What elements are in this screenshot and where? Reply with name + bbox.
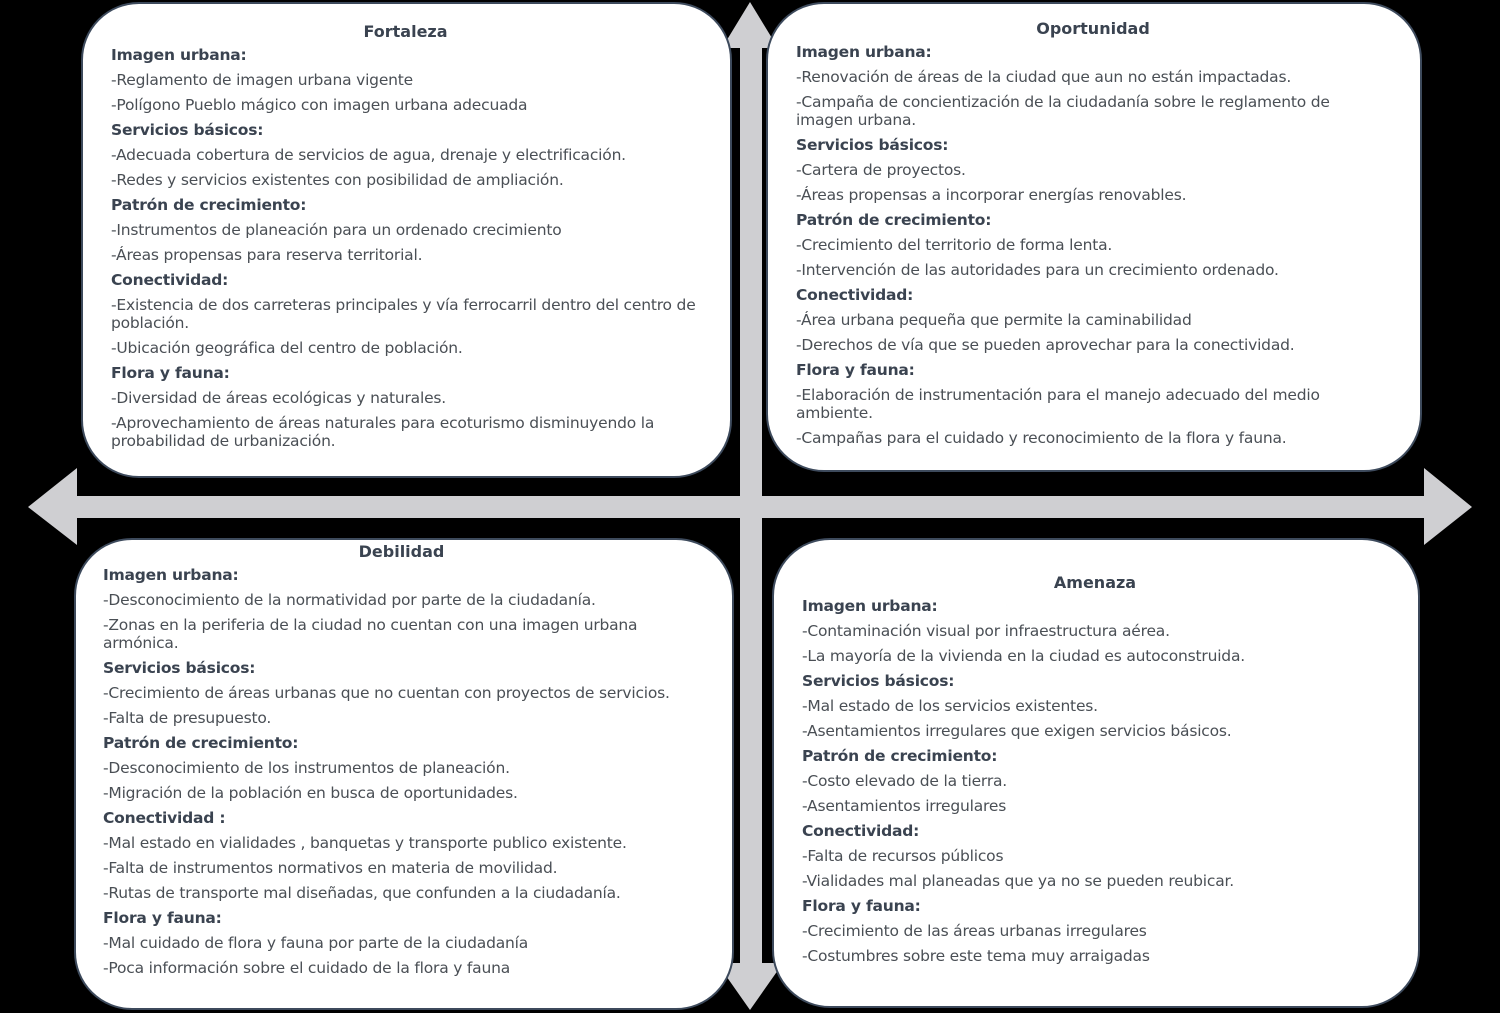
list-item: -Existencia de dos carreteras principales y vía ferrocarril dentro del centro de población. xyxy=(111,296,696,332)
list-item: -Áreas propensas a incorporar energías renovables. xyxy=(796,186,1187,204)
section-heading: Imagen urbana: xyxy=(111,46,247,64)
list-item: -Costo elevado de la tierra. xyxy=(802,772,1008,790)
section-heading: Imagen urbana: xyxy=(103,566,239,584)
section-heading: Servicios básicos: xyxy=(802,672,955,690)
list-item: -Desconocimiento de los instrumentos de planeación. xyxy=(103,759,510,777)
section-heading: Conectividad: xyxy=(111,271,229,289)
list-item: -Mal estado de los servicios existentes. xyxy=(802,697,1098,715)
list-item: -Falta de instrumentos normativos en materia de movilidad. xyxy=(103,859,558,877)
list-item: -Instrumentos de planeación para un ordenado crecimiento xyxy=(111,221,562,239)
list-item: -Contaminación visual por infraestructura aérea. xyxy=(802,622,1170,640)
section-heading: Conectividad: xyxy=(802,822,920,840)
quadrant-title: Debilidad xyxy=(358,542,445,561)
list-item: -Áreas propensas para reserva territorial. xyxy=(111,246,423,264)
section-heading: Flora y fauna: xyxy=(111,364,230,382)
section-heading: Patrón de crecimiento: xyxy=(802,747,998,765)
list-item: -Crecimiento del territorio de forma lenta. xyxy=(796,236,1113,254)
list-item: -Diversidad de áreas ecológicas y naturales. xyxy=(111,389,447,407)
list-item: -Crecimiento de áreas urbanas que no cuentan con proyectos de servicios. xyxy=(103,684,670,702)
quadrant-debilidad xyxy=(74,538,734,1010)
list-item: -Vialidades mal planeadas que ya no se pueden reubicar. xyxy=(802,872,1235,890)
list-item: -Derechos de vía que se pueden aprovechar para la conectividad. xyxy=(796,336,1295,354)
section-heading: Conectividad: xyxy=(796,286,914,304)
list-item: -Poca información sobre el cuidado de la flora y fauna xyxy=(103,959,511,977)
quadrant-fortaleza xyxy=(81,2,732,478)
list-item: -Cartera de proyectos. xyxy=(796,161,966,179)
list-item: -Falta de recursos públicos xyxy=(802,847,1004,865)
section-heading: Servicios básicos: xyxy=(111,121,264,139)
section-heading: Flora y fauna: xyxy=(796,361,915,379)
quadrant-amenaza xyxy=(772,538,1420,1008)
list-item: -Crecimiento de las áreas urbanas irregulares xyxy=(802,922,1147,940)
list-item: -Adecuada cobertura de servicios de agua, drenaje y electrificación. xyxy=(111,146,626,164)
list-item: -Campañas para el cuidado y reconocimiento de la flora y fauna. xyxy=(796,429,1287,447)
quadrant-title: Fortaleza xyxy=(363,22,448,41)
section-heading: Patrón de crecimiento: xyxy=(796,211,992,229)
section-heading: Patrón de crecimiento: xyxy=(103,734,299,752)
list-item: -Redes y servicios existentes con posibilidad de ampliación. xyxy=(111,171,564,189)
list-item: -Elaboración de instrumentación para el manejo adecuado del medio ambiente. xyxy=(796,386,1320,422)
list-item: -Campaña de concientización de la ciudadanía sobre le reglamento de imagen urbana. xyxy=(796,93,1330,129)
list-item: -Mal cuidado de flora y fauna por parte de la ciudadanía xyxy=(103,934,529,952)
list-item: -Desconocimiento de la normatividad por parte de la ciudadanía. xyxy=(103,591,596,609)
list-item: -Ubicación geográfica del centro de población. xyxy=(111,339,463,357)
list-item: -Renovación de áreas de la ciudad que aun no están impactadas. xyxy=(796,68,1292,86)
list-item: -Área urbana pequeña que permite la caminabilidad xyxy=(796,311,1192,329)
list-item: -Zonas en la periferia de la ciudad no cuentan con una imagen urbana armónica. xyxy=(103,616,638,652)
list-item: -La mayoría de la vivienda en la ciudad es autoconstruida. xyxy=(802,647,1245,665)
quadrant-oportunidad xyxy=(766,2,1422,472)
list-item: -Asentamientos irregulares que exigen servicios básicos. xyxy=(802,722,1232,740)
list-item: -Costumbres sobre este tema muy arraigadas xyxy=(802,947,1150,965)
list-item: -Polígono Pueblo mágico con imagen urbana adecuada xyxy=(111,96,528,114)
section-heading: Conectividad : xyxy=(103,809,226,827)
section-heading: Imagen urbana: xyxy=(802,597,938,615)
section-heading: Servicios básicos: xyxy=(796,136,949,154)
section-heading: Servicios básicos: xyxy=(103,659,256,677)
list-item: -Falta de presupuesto. xyxy=(103,709,272,727)
section-heading: Patrón de crecimiento: xyxy=(111,196,307,214)
list-item: -Aprovechamiento de áreas naturales para ecoturismo disminuyendo la probabilidad de urbanización. xyxy=(111,414,655,450)
quadrant-title: Amenaza xyxy=(1053,573,1137,592)
list-item: -Rutas de transporte mal diseñadas, que confunden a la ciudadanía. xyxy=(103,884,621,902)
section-heading: Flora y fauna: xyxy=(802,897,921,915)
list-item: -Asentamientos irregulares xyxy=(802,797,1007,815)
list-item: -Reglamento de imagen urbana vigente xyxy=(111,71,413,89)
list-item: -Migración de la población en busca de oportunidades. xyxy=(103,784,518,802)
list-item: -Intervención de las autoridades para un crecimiento ordenado. xyxy=(796,261,1279,279)
quadrant-title: Oportunidad xyxy=(1036,19,1150,38)
list-item: -Mal estado en vialidades , banquetas y transporte publico existente. xyxy=(103,834,627,852)
section-heading: Flora y fauna: xyxy=(103,909,222,927)
section-heading: Imagen urbana: xyxy=(796,43,932,61)
